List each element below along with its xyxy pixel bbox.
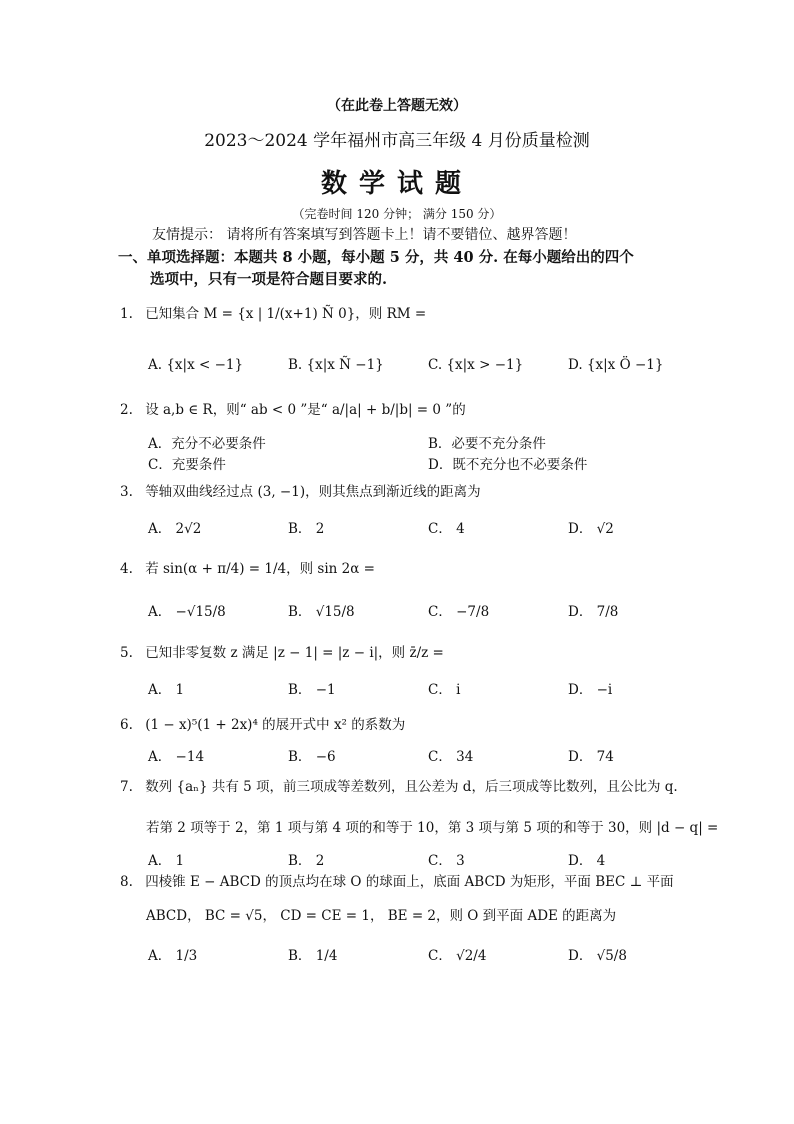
- question-4: [120, 557, 375, 577]
- question-8: [120, 870, 674, 890]
- question-stem: 若 sin(α + π/4) = 1/4，则 sin 2α =: [145, 561, 375, 577]
- exam-title: 2023～2024 学年福州市高三年级 4 月份质量检测: [204, 131, 590, 151]
- question-7-stem-line2: 若第 2 项等于 2，第 1 项与第 4 项的和等于 10，第 3 项与第 5 项的和等于 30，则 |d − q| =: [146, 820, 719, 836]
- section-heading-line2: 选项中，只有一项是符合题目要求的.: [150, 271, 388, 288]
- question-number: 8.: [120, 874, 133, 890]
- q2-option-c: C．充要条件: [148, 457, 226, 473]
- question-stem: 已知非零复数 z 满足 |z − 1| = |z − i|，则 z̄/z =: [145, 645, 444, 661]
- q7-option-b: B． 2: [288, 853, 325, 869]
- q6-option-d: D． 74: [568, 749, 614, 765]
- q6-option-a: A． −14: [148, 749, 205, 765]
- question-5: [120, 641, 444, 661]
- question-stem: (1 − x)⁵(1 + 2x)⁴ 的展开式中 x² 的系数为: [145, 717, 406, 733]
- question-3: [120, 480, 481, 500]
- time-info: （完卷时间 120 分钟； 满分 150 分）: [292, 207, 502, 221]
- question-8-stem-line2: ABCD， BC = √5， CD = CE = 1， BE = 2，则 O 到平面 ADE 的距离为: [146, 908, 617, 924]
- question-stem: 数列 {aₙ} 共有 5 项，前三项成等差数列，且公差为 d，后三项成等比数列，且公比为 q.: [145, 779, 678, 795]
- question-number: 2.: [120, 402, 133, 418]
- q7-option-a: A． 1: [148, 853, 185, 869]
- q8-option-c: C． √2/4: [428, 948, 487, 964]
- q1-option-a: A. {x|x < −1}: [148, 357, 244, 373]
- question-number: 6.: [120, 717, 133, 733]
- q4-option-c: C． −7/8: [428, 604, 490, 620]
- q3-option-d: D． √2: [568, 521, 614, 537]
- q8-option-b: B． 1/4: [288, 948, 338, 964]
- question-1: [120, 302, 426, 322]
- question-stem: 等轴双曲线经过点 (3, −1)，则其焦点到渐近线的距离为: [145, 484, 481, 500]
- exam-notice: （在此卷上答题无效）: [327, 98, 467, 114]
- q6-option-c: C． 34: [428, 749, 474, 765]
- q2-option-a: A．充分不必要条件: [148, 436, 266, 452]
- q5-option-d: D． −i: [568, 682, 613, 698]
- question-6: [120, 713, 405, 733]
- q3-option-b: B． 2: [288, 521, 325, 537]
- q6-option-b: B． −6: [288, 749, 336, 765]
- section-heading-line1: 一、单项选择题：本题共 8 小题，每小题 5 分，共 40 分. 在每小题给出的四个: [118, 249, 634, 266]
- q4-option-a: A． −√15/8: [148, 604, 226, 620]
- question-stem: 四棱锥 E − ABCD 的顶点均在球 O 的球面上，底面 ABCD 为矩形，平面 BEC ⊥ 平面: [145, 874, 674, 890]
- q4-option-d: D． 7/8: [568, 604, 619, 620]
- question-7: [120, 775, 678, 795]
- friendly-tips: 友情提示： 请将所有答案填写到答题卡上！请不要错位、越界答题！: [152, 227, 577, 243]
- q8-option-d: D． √5/8: [568, 948, 627, 964]
- q5-option-c: C． i: [428, 682, 461, 698]
- q4-option-b: B． √15/8: [288, 604, 355, 620]
- q1-option-b: B. {x|x Ñ −1}: [288, 357, 384, 373]
- question-number: 3.: [120, 484, 133, 500]
- q2-option-b: B．必要不充分条件: [428, 436, 546, 452]
- q7-option-c: C． 3: [428, 853, 465, 869]
- q8-option-a: A． 1/3: [148, 948, 198, 964]
- question-2: [120, 398, 466, 418]
- question-number: 5.: [120, 645, 133, 661]
- question-number: 7.: [120, 779, 133, 795]
- q2-option-d: D．既不充分也不必要条件: [428, 457, 588, 473]
- question-number: 1.: [120, 306, 133, 322]
- q1-option-c: C. {x|x > −1}: [428, 357, 524, 373]
- q5-option-b: B． −1: [288, 682, 336, 698]
- q1-option-d: D. {x|x Ö −1}: [568, 357, 664, 373]
- q3-option-a: A． 2√2: [148, 521, 202, 537]
- question-stem: 设 a,b ∈ R，则“ ab < 0 ”是“ a/|a| + b/|b| = 0 ”的: [145, 402, 466, 418]
- subject-title: 数学试题: [320, 169, 473, 199]
- q7-option-d: D． 4: [568, 853, 606, 869]
- q3-option-c: C． 4: [428, 521, 465, 537]
- question-stem: 已知集合 M = {x | 1/(x+1) Ñ 0}，则 RM =: [145, 306, 427, 322]
- question-number: 4.: [120, 561, 133, 577]
- q5-option-a: A． 1: [148, 682, 185, 698]
